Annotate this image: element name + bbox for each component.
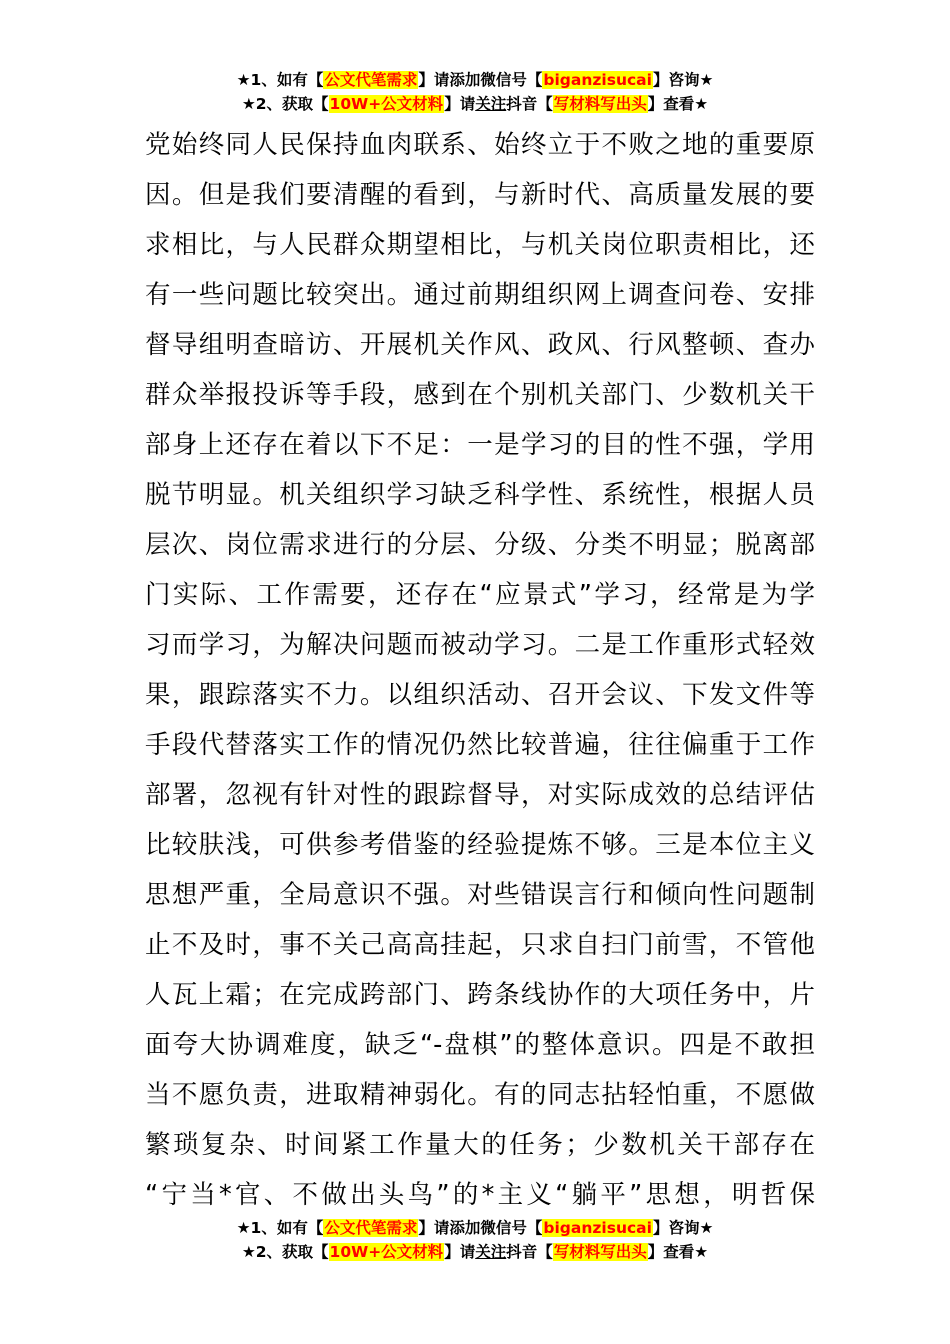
promo-text: 】咨询★ [652, 71, 714, 89]
promo-emphasis: 添加 [449, 71, 481, 89]
promo-line-1 [0, 68, 950, 92]
body-line: 人瓦上霜；在完成跨部门、跨条线协作的大项任务中，片 [145, 980, 815, 1010]
promo-text: ★2、获取【 [241, 95, 329, 113]
body-line: 督导组明查暗访、开展机关作风、政风、行风整顿、查办 [145, 330, 815, 360]
promo-text: 】请 [444, 95, 476, 113]
promo-line-2 [0, 1240, 950, 1264]
body-line: 部署，忽视有针对性的跟踪督导，对实际成效的总结评估 [145, 780, 815, 810]
promo-highlight: 写材料写出头 [553, 95, 647, 113]
promo-text: 抖音【 [506, 1243, 553, 1261]
promo-highlight: biganzisucai [543, 71, 652, 89]
promo-text: 】请 [418, 71, 450, 89]
promo-text: 】查看★ [647, 1243, 709, 1261]
promo-line-1 [0, 1216, 950, 1240]
top-promo-banner [0, 68, 950, 116]
body-line: 习而学习，为解决问题而被动学习。二是工作重形式轻效 [145, 630, 815, 660]
body-line: 层次、岗位需求进行的分层、分级、分类不明显；脱离部 [145, 530, 815, 560]
promo-highlight: 写材料写出头 [553, 1243, 647, 1261]
body-line: 止不及时，事不关己高高挂起，只求自扫门前雪，不管他 [145, 930, 815, 960]
promo-highlight: 公文代笔需求 [324, 71, 418, 89]
body-line: 求相比，与人民群众期望相比，与机关岗位职责相比，还 [145, 230, 815, 260]
promo-text: 】咨询★ [652, 1219, 714, 1237]
body-line: 部身上还存在着以下不足：一是学习的目的性不强，学用 [145, 430, 815, 460]
promo-text: 】请 [418, 1219, 450, 1237]
promo-text: 抖音【 [506, 95, 553, 113]
body-line: 因。但是我们要清醒的看到，与新时代、高质量发展的要 [145, 180, 815, 210]
body-line: 群众举报投诉等手段，感到在个别机关部门、少数机关干 [145, 380, 815, 410]
body-line: “宁当*官、不做出头鸟”的*主义“躺平”思想，明哲保 [145, 1180, 815, 1210]
promo-highlight: biganzisucai [543, 1219, 652, 1237]
promo-line-2 [0, 92, 950, 116]
body-line: 思想严重，全局意识不强。对些错误言行和倾向性问题制 [145, 880, 815, 910]
promo-highlight: 公文代笔需求 [324, 1219, 418, 1237]
bottom-promo-banner [0, 1216, 950, 1264]
body-line: 手段代替落实工作的情况仍然比较普遍，往往偏重于工作 [145, 730, 815, 760]
body-line: 比较肤浅，可供参考借鉴的经验提炼不够。三是本位主义 [145, 830, 815, 860]
promo-emphasis: 添加 [449, 1219, 481, 1237]
promo-text: 微信号【 [480, 71, 543, 89]
body-line: 党始终同人民保持血肉联系、始终立于不败之地的重要原 [145, 130, 815, 160]
promo-text: ★1、如有【 [236, 1219, 324, 1237]
body-line: 面夸大协调难度，缺乏“-盘棋”的整体意识。四是不敢担 [145, 1030, 815, 1060]
body-line: 果，跟踪落实不力。以组织活动、召开会议、下发文件等 [145, 680, 815, 710]
promo-text: ★2、获取【 [241, 1243, 329, 1261]
promo-text: 微信号【 [480, 1219, 543, 1237]
body-line: 脱节明显。机关组织学习缺乏科学性、系统性，根据人员 [145, 480, 815, 510]
promo-text: 】查看★ [647, 95, 709, 113]
body-line: 门实际、工作需要，还存在“应景式”学习，经常是为学 [145, 580, 815, 610]
promo-highlight: 10W+公文材料 [329, 95, 444, 113]
promo-emphasis: 关注 [475, 1243, 507, 1261]
promo-text: ★1、如有【 [236, 71, 324, 89]
body-line: 繁琐复杂、时间紧工作量大的任务；少数机关干部存在 [145, 1130, 815, 1160]
body-line: 有一些问题比较突出。通过前期组织网上调查问卷、安排 [145, 280, 815, 310]
promo-text: 】请 [444, 1243, 476, 1261]
promo-emphasis: 关注 [475, 95, 507, 113]
body-line: 当不愿负责，进取精神弱化。有的同志拈轻怕重，不愿做 [145, 1080, 815, 1110]
promo-highlight: 10W+公文材料 [329, 1243, 444, 1261]
document-body [145, 120, 815, 1220]
